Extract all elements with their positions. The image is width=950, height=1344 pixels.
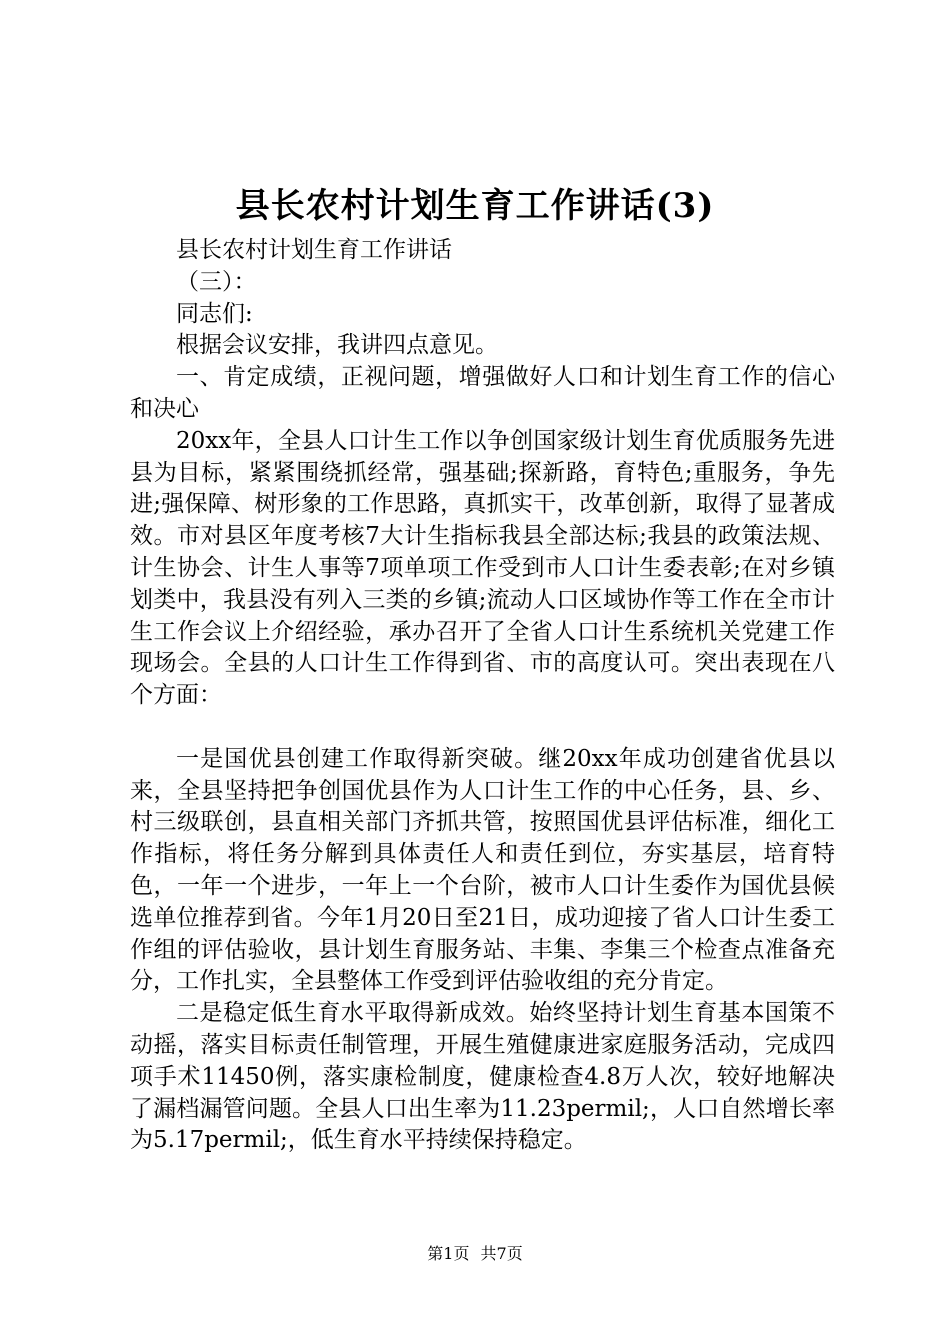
paragraph-subtitle: 县长农村计划生育工作讲话 xyxy=(176,237,452,263)
paragraph-heading-one: 一、肯定成绩，正视问题，增强做好人口和计划生育工作的信心和决心 xyxy=(130,364,835,422)
paragraph-point-two: 二是稳定低生育水平取得新成效。始终坚持计划生育基本国策不动摇，落实目标责任制管理，开展生殖健康进家庭服务活动，完成四项手术11450例，落实康检制度，健康检查4.8万人次，较好地解决了漏档漏管问题。全县人口出生率为11.23permil;，人口自然增长率为5.17permil;，低生育水平持续保持稳定。 xyxy=(130,1000,835,1154)
paragraph-point-one: 一是国优县创建工作取得新突破。继20xx年成功创建省优县以来，全县坚持把争创国优县作为人口计生工作的中心任务，县、乡、村三级联创，县直相关部门齐抓共管，按照国优县评估标准，细化工作指标，将任务分解到具体责任人和责任到位，夯实基层，培育特色，一年一个进步，一年上一个台阶，被市人口计生委作为国优县候选单位推荐到省。今年1月20日至21日，成功迎接了省人口计生委工作组的评估验收，县计划生育服务站、丰集、李集三个检查点准备充分，工作扎实，全县整体工作受到评估验收组的充分肯定。 xyxy=(130,745,835,995)
paragraph-intro: 根据会议安排，我讲四点意见。 xyxy=(176,332,498,359)
paragraph-achievements: 20xx年，全县人口计生工作以争创国家级计划生育优质服务先进县为目标，紧紧围绕抓经常，强基础;探新路，育特色;重服务，争先进;强保障、树形象的工作思路，真抓实干，改革创新，取得了显著成效。市对县区年度考核7大计生指标我县全部达标;我县的政策法规、计生协会、计生人事等7项单项工作受到市人口计生委表彰;在对乡镇划类中，我县没有列入三类的乡镇;流动人口区域协作等工作在全市计生工作会议上介绍经验，承办召开了全省人口计生系统机关党建工作现场会。全县的人口计生工作得到省、市的高度认可。突出表现在八个方面： xyxy=(130,427,835,709)
paragraph-section-number: （三）： xyxy=(176,268,257,295)
paragraph-salutation: 同志们: xyxy=(176,300,253,327)
page-number: 第1页 xyxy=(427,1244,470,1263)
document-title: 县长农村计划生育工作讲话(3) xyxy=(235,186,715,226)
page-footer xyxy=(0,1243,950,1265)
document-body xyxy=(130,235,835,1157)
page-total: 共7页 xyxy=(480,1244,523,1263)
